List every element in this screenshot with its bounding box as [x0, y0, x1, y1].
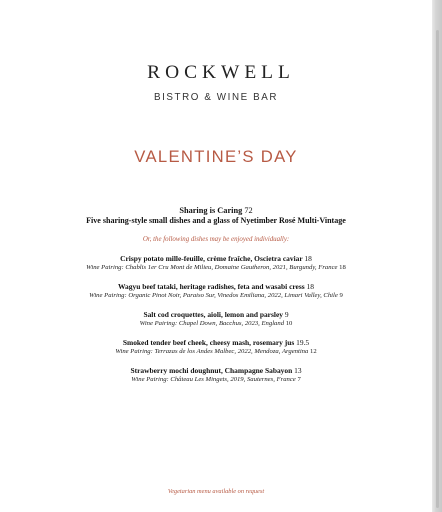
- wine-price: 12: [310, 348, 317, 355]
- wine-pairing-text: Wine Pairing: Terrazas de los Andes Malbec, 2022, Mendoza, Argentina: [115, 348, 309, 355]
- dish-price: 13: [294, 366, 302, 375]
- sharing-set-heading: [0, 206, 432, 215]
- wine-pairing: [0, 376, 432, 383]
- sharing-set-description: Five sharing-style small dishes and a glass of Nyetimber Rosé Multi-Vintage: [86, 216, 346, 225]
- dish-item: [0, 254, 432, 263]
- wine-pairing-text: Wine Pairing: Chablis 1er Cru Mont de Milieu, Domaine Gautheron, 2021, Burgundy, France: [86, 264, 338, 271]
- wine-pairing: [0, 320, 432, 327]
- wine-price: 10: [285, 320, 293, 327]
- dish-item: [0, 310, 432, 319]
- dish-price: 9: [284, 310, 289, 319]
- dish-name: Salt cod croquettes, aioli, lemon and parsley: [143, 310, 283, 319]
- wine-pairing-text: Wine Pairing: Organic Pinot Noir, Paraiso Sur, Vinedos Emiliana, 2022, Limari Valley, Chile: [89, 292, 338, 299]
- wine-pairing: [0, 264, 432, 271]
- dish-name: Strawberry mochi doughnut, Champagne Sabayon: [130, 366, 293, 375]
- individual-note: Or, the following dishes may be enjoyed individually:: [142, 236, 290, 243]
- wine-pairing: [0, 292, 432, 299]
- dish-item: [0, 366, 432, 375]
- dish-item: [0, 282, 432, 291]
- dish-name: Crispy potato mille-feuille, crème fraîche, Oscietra caviar: [120, 254, 303, 263]
- brand-name: ROCKWELL: [147, 62, 295, 83]
- dish-price: 19.5: [296, 338, 310, 347]
- event-title: VALENTINE’S DAY: [134, 147, 298, 166]
- dish-price: 18: [306, 282, 314, 291]
- dish-item: [0, 338, 432, 347]
- wine-price: 9: [339, 292, 343, 299]
- scrollbar[interactable]: [436, 30, 439, 508]
- wine-pairing: [0, 348, 432, 355]
- dish-name: Smoked tender beef cheek, cheesy mash, rosemary jus: [122, 338, 295, 347]
- dish-price: 18: [304, 254, 312, 263]
- sharing-set-price: 72: [244, 206, 253, 215]
- sharing-set-title: Sharing is Caring: [179, 206, 243, 215]
- wine-pairing-text: Wine Pairing: Château Les Mingets, 2019, Sauternes, France: [131, 376, 296, 383]
- wine-price: 7: [297, 376, 301, 383]
- wine-pairing-text: Wine Pairing: Chapel Down, Bacchus, 2023, England: [139, 320, 285, 327]
- vegetarian-note: Vegetarian menu available on request: [167, 488, 265, 495]
- wine-price: 18: [339, 264, 346, 271]
- brand-tagline: BISTRO & WINE BAR: [153, 92, 279, 103]
- dish-name: Wagyu beef tataki, heritage radishes, feta and wasabi cress: [118, 282, 305, 291]
